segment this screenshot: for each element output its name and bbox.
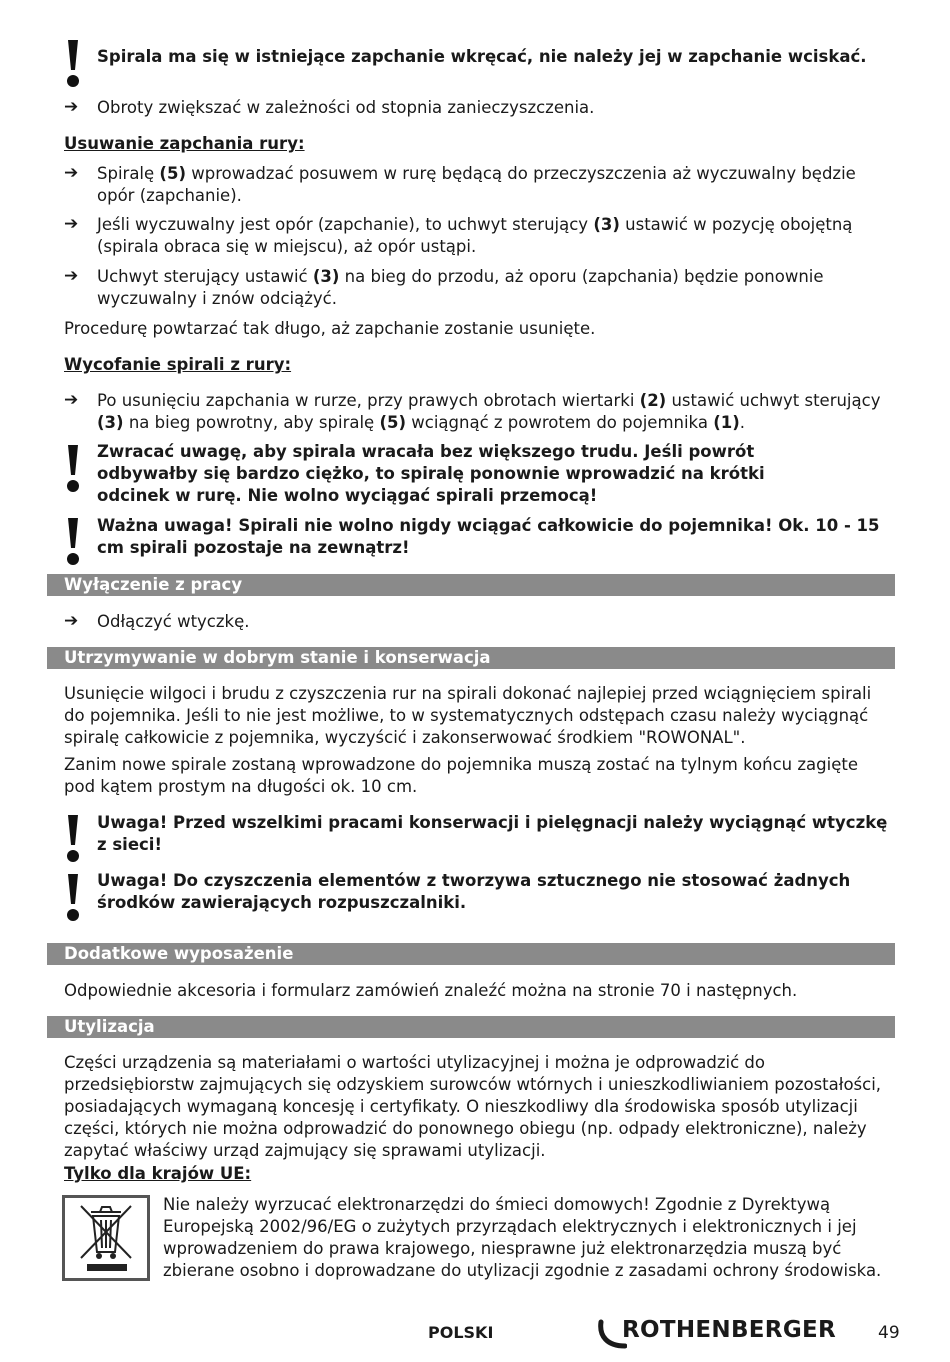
section-header: Utrzymywanie w dobrym stanie i konserwacja xyxy=(47,647,895,669)
warning-text: Uwaga! Przed wszelkimi pracami konserwacji i pielęgnacji należy wyciągnąć wtyczkę z sieci! xyxy=(97,813,888,854)
warning-text: Spirala ma się w istniejące zapchanie wkręcać, nie należy jej w zapchanie wciskać. xyxy=(97,47,867,66)
subheading: Tylko dla krajów UE: xyxy=(64,1164,252,1183)
brand-name: ROTHENBERGER xyxy=(622,1317,837,1343)
section-header: Wyłączenie z pracy xyxy=(47,574,895,596)
arrow-bullet-icon: ➔ xyxy=(64,97,79,117)
arrow-bullet-icon: ➔ xyxy=(64,611,79,631)
list-item: Po usunięciu zapchania w rurze, przy prawych obrotach wiertarki (2) ustawić uchwyt sterujący (3) na bieg powrotny, aby spiralę (5) wciągnąć z powrotem do pojemnika (1). xyxy=(97,391,881,432)
warning-text: Uwaga! Do czyszczenia elementów z tworzywa sztucznego nie stosować żadnych środków zawierających rozpuszczalniki. xyxy=(97,871,851,912)
arrow-bullet-icon: ➔ xyxy=(64,214,79,234)
paragraph: Nie należy wyrzucać elektronarzędzi do śmieci domowych! Zgodnie z Dyrektywą Europejską 2002/96/EG o zużytych przyrządach elektrycznych i elektronicznych i jej wprowadzeniem do prawa krajowego, niesprawne już elektronarzędzia muszą być zbierane osobno i doprowadzane do utylizacji zgodnie z zasadami ochrony środowiska. xyxy=(163,1195,882,1280)
paragraph: Zanim nowe spirale zostaną wprowadzone do pojemnika muszą zostać na tylnym końcu zagięte pod kątem prostym na długości ok. 10 cm. xyxy=(64,755,858,796)
arrow-bullet-icon: ➔ xyxy=(64,163,79,183)
paragraph: Usunięcie wilgoci i brudu z czyszczenia rur na spirali dokonać najlepiej przed wciągnięciem spirali do pojemnika. Jeśli to nie jest możliwe, to w systematycznych odstępach czasu należy wyciągnąć spiralę całkowicie z pojemnika, wyczyścić i zakonserwować środkiem "ROWONAL". xyxy=(64,684,872,747)
page-number: 49 xyxy=(878,1323,900,1343)
list-item: Obroty zwiększać w zależności od stopnia zanieczyszczenia. xyxy=(97,98,595,117)
subheading: Usuwanie zapchania rury: xyxy=(64,134,305,153)
footer-language: POLSKI xyxy=(428,1323,494,1342)
paragraph: Procedurę powtarzać tak długo, aż zapchanie zostanie usunięte. xyxy=(64,319,596,338)
list-item: Uchwyt sterujący ustawić (3) na bieg do przodu, aż oporu (zapchania) będzie ponownie wyczuwalny i znów odciążyć. xyxy=(97,267,824,308)
section-header: Utylizacja xyxy=(47,1016,895,1038)
paragraph: Części urządzenia są materiałami o wartości utylizacyjnej i można je odprowadzić do przedsiębiorstw zajmujących się odzyskiem surowców wtórnych i unieszkodliwianiem pozostałości, posiadających wymaganą koncesję i certyfikaty. O nieszkodliwy dla środowiska sposób utylizacji części, których nie można odprowadzić do ponownego obiegu (np. odpady elektroniczne), należy zapytać właściwy urząd zajmujący się sprawami utylizacji. xyxy=(64,1053,882,1160)
list-item: Jeśli wyczuwalny jest opór (zapchanie), to uchwyt sterujący (3) ustawić w pozycję obojętną (spirala obraca się w miejscu), aż opór ustąpi. xyxy=(97,215,853,256)
section-header: Dodatkowe wyposażenie xyxy=(47,943,895,965)
paragraph: Odpowiednie akcesoria i formularz zamówień znaleźć można na stronie 70 i następnych. xyxy=(64,981,798,1000)
list-item: Spiralę (5) wprowadzać posuwem w rurę będącą do przeczyszczenia aż wyczuwalny będzie opór (zapchanie). xyxy=(97,164,856,205)
warning-text: Zwracać uwagę, aby spirala wracała bez większego trudu. Jeśli powrót odbywałby się bardzo ciężko, to spiralę ponownie wprowadzić na krótki odcinek w rurę. Nie wolno wyciągać spirali przemocą! xyxy=(97,442,765,505)
warning-text: Ważna uwaga! Spirali nie wolno nigdy wciągać całkowicie do pojemnika! Ok. 10 - 15 cm spirali pozostaje na zewnątrz! xyxy=(97,516,880,557)
arrow-bullet-icon: ➔ xyxy=(64,266,79,286)
subheading: Wycofanie spirali z rury: xyxy=(64,355,292,374)
list-item: Odłączyć wtyczkę. xyxy=(97,612,250,631)
arrow-bullet-icon: ➔ xyxy=(64,390,79,410)
weee-crossed-bin-icon xyxy=(62,1195,150,1281)
